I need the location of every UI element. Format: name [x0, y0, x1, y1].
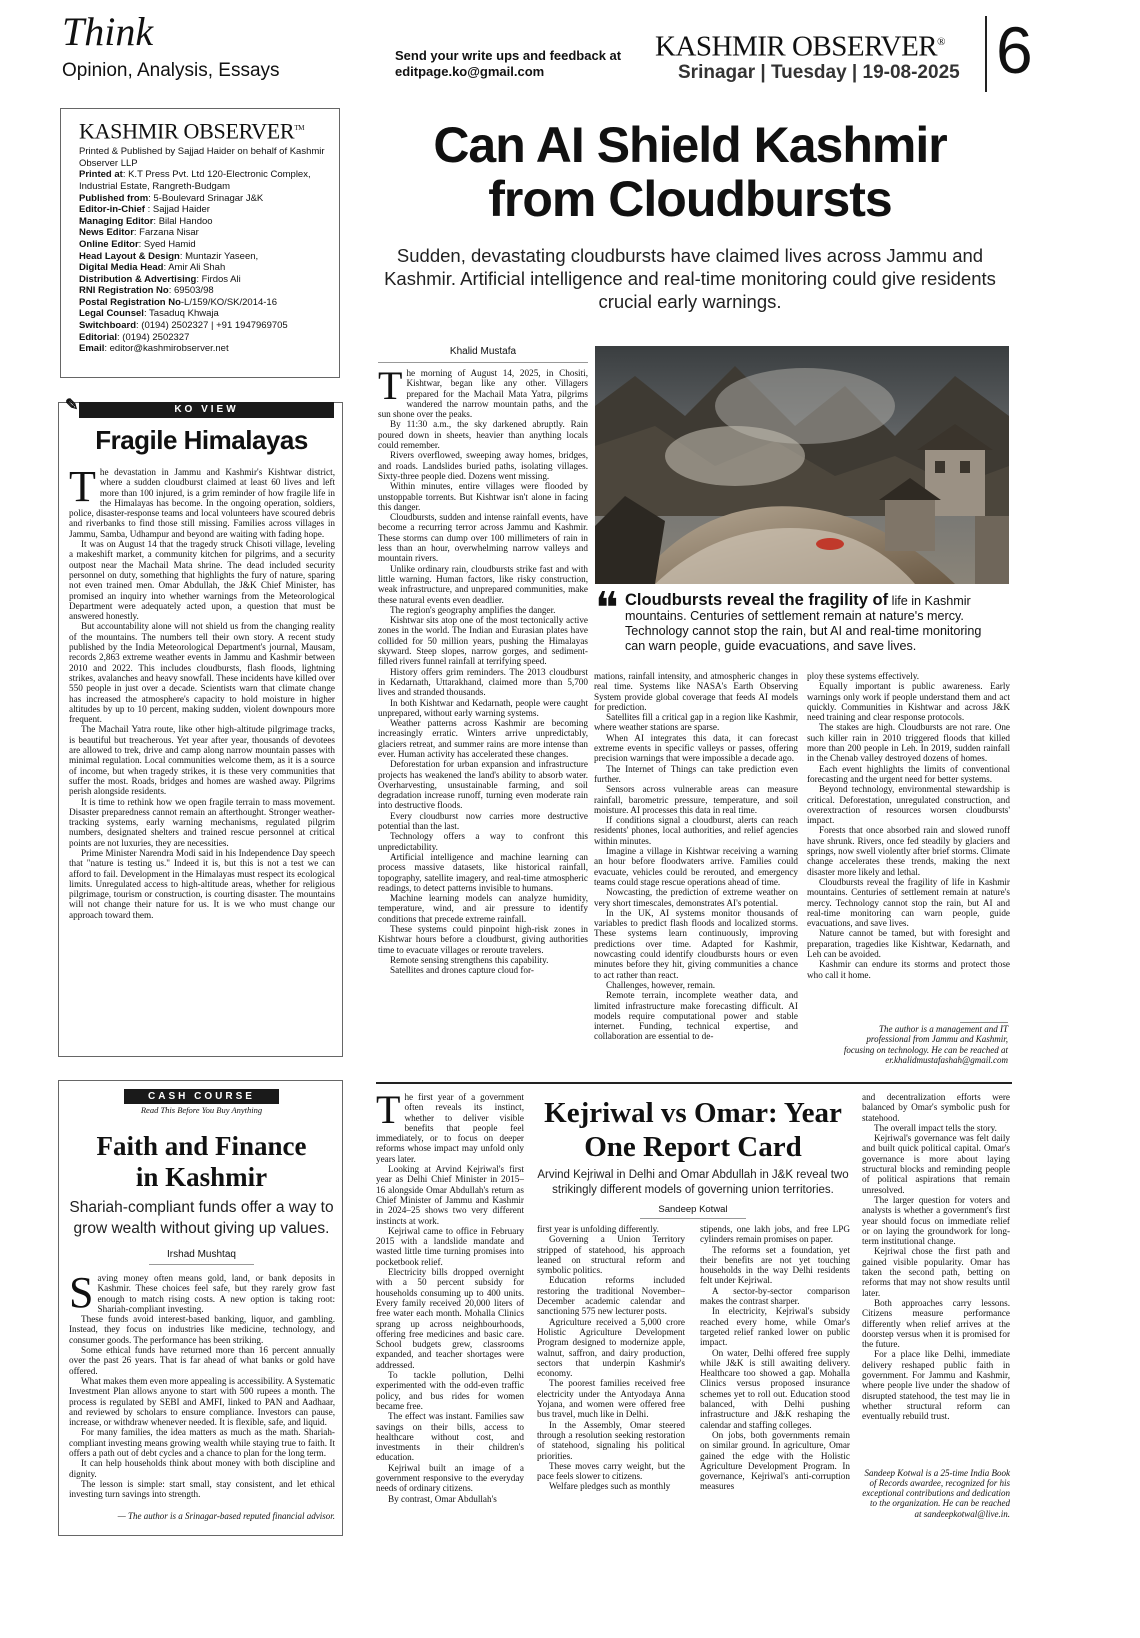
- main-headline-line2: from Cloudbursts: [488, 171, 892, 227]
- ko-view-paragraphs: [69, 467, 335, 920]
- credit-value: : Tasaduq Khwaja: [143, 308, 219, 320]
- paragraph: In electricity, Kejriwal's subsidy reached every home, while Omar's targeted relief ranked lower on public impact.: [700, 1306, 850, 1348]
- dropcap: T: [69, 467, 96, 511]
- paragraph: The poorest families received free electricity under the Antyodaya Anna Yojana, and women were offered free bus travel, much like in Delhi.: [537, 1378, 685, 1420]
- main-col-2: [594, 671, 798, 1071]
- credit-label: Head Layout & Design: [79, 250, 180, 262]
- paragraph: It is time to rethink how we open fragile terrain to mass movement. Disaster preparedness cannot remain an afterthought. Stronger weather-tracking systems, early warning mechanisms, regulated pilgrim numbers, designated shelters and trained rescue personnel at critical points are not luxuries, they are necessities.: [69, 796, 335, 848]
- masthead-box: [60, 108, 340, 378]
- credit-value: : Amir Ali Shah: [163, 262, 226, 274]
- credit-value: : Farzana Nisar: [133, 227, 199, 239]
- paragraph: The reforms set a foundation, yet their benefits are not yet touching households in the way Delhi residents felt under Kejriwal.: [700, 1244, 850, 1286]
- main-standfirst: Sudden, devastating cloudbursts have claimed lives across Jammu and Kashmir. Artificial intelligence and real-time monitoring could give residents crucial early warnings.: [384, 245, 996, 312]
- kejriwal-headline: [535, 1096, 851, 1164]
- paragraph: aving money often means gold, land, or bank deposits in Kashmir. These choices feel safe, but they rarely grow fast enough to match rising costs. A new option is taking root: Shariah-compliant investing.: [97, 1273, 335, 1314]
- paragraph: These moves carry weight, but the pace feels slower to citizens.: [537, 1460, 685, 1482]
- paragraph: Remote terrain, incomplete weather data, and limited infrastructure make forecasting difficult. AI models require computational power and stable internet. Funding, technical expertise, and collaboration are essential to de-: [594, 990, 798, 1042]
- main-col-1: [378, 368, 588, 1063]
- cash-course-byline: Irshad Mushtaq: [167, 1249, 236, 1260]
- credit-label: Legal Counsel: [79, 308, 144, 320]
- paragraph: he first year of a government often reveals its instinct, whether to deliver visible benefits that people feel immediately, or to focus on deeper reforms whose impact may unfold only years later.: [376, 1092, 524, 1164]
- feedback-email[interactable]: editpage.ko@gmail.com: [395, 64, 545, 79]
- masthead-credit-line: [79, 239, 334, 251]
- main-col-1-paragraphs: [378, 368, 588, 976]
- paragraph: Unlike ordinary rain, cloudbursts strike fast and with little warning. Human factors, like risky construction, weak infrastructure, and unprepared communities, make these natural events even deadlier.: [378, 563, 588, 605]
- credit-label: Printed at: [79, 169, 123, 181]
- credit-label: Editorial: [79, 331, 118, 343]
- masthead-credit-line: [79, 297, 334, 309]
- credit-value: : (0194) 2502327 | +91 1947969705: [136, 320, 288, 331]
- paragraph: In the Assembly, Omar steered through a resolution seeking restoration of statehood, signaling his political priorities.: [537, 1419, 685, 1461]
- masthead-credit-line: [79, 251, 334, 263]
- credit-value: : 69503/98: [168, 285, 214, 297]
- paragraph: The region's geography amplifies the danger.: [390, 604, 556, 615]
- paragraph: The Machail Yatra route, like other high-altitude pilgrimage tracks, is beautiful but treacherous. Yet year after year, thousands of devotees are allowed to trek, drive and camp along narrow mountain passes with minimal regulation. Local communities welcome them, as it is a source of income, but when tragedy strikes, it is these very communities that suffer the most. Roads, bridges and homes are washed away. Pilgrims perish alongside residents.: [69, 724, 335, 797]
- paragraph: Both approaches carry lessons. Citizens measure performance differently when relief arrives at the doorstep versus when it is promised for the future.: [862, 1297, 1010, 1350]
- pen-icon: ✎: [65, 397, 82, 414]
- paragraph: Challenges, however, remain.: [606, 979, 716, 990]
- paragraph: Equally important is public awareness. Early warnings only work if people understand them and act quickly. Communities in Kishtwar and across J&K need training and clear response protocols.: [807, 681, 1010, 723]
- paragraph: Machine learning models can analyze humidity, temperature, wind, and air pressure to identify conditions that precede extreme rainfall.: [378, 893, 588, 924]
- paragraph: Prime Minister Narendra Modi said in his Independence Day speech that "nature is testing us." Indeed it is, but this is not a test we can afford to fail. Development in the Himalayas must respect its ecological limits. Unregulated access to high-altitude areas, whether for religious pilgrimage, tourism or construction, is courting disaster. The mountains will not change their nature for us. It is we who must change our approach toward them.: [69, 847, 335, 920]
- pull-quote-text: [597, 593, 997, 654]
- kejriwal-byline: Sandeep Kotwal: [658, 1204, 728, 1215]
- masthead-credit-line: [79, 169, 334, 192]
- header-divider: [985, 16, 987, 92]
- paragraph: Technology offers a way to confront this unpredictability.: [378, 831, 588, 852]
- quote-icon: ❝: [595, 584, 619, 633]
- paragraph: What makes them even more appealing is accessibility. A Systematic Investment Plan allows anyone to start with 500 rupees a month. The process is regulated by SEBI and AMFI, linked to PAN and Aadhaar, and reviewed by scholars to ensure compliance. Investors can pause, increase, or withdraw whenever needed. It is flexible, safe, and liquid.: [69, 1375, 335, 1428]
- kejriwal-headline-line1: Kejriwal vs Omar: Year: [544, 1097, 842, 1129]
- paragraph: Imagine a village in Kishtwar receiving a warning an hour before floodwaters arrive. Families could evacuate, vehicles could be rerouted, and emergency teams could stage rescue operations ahead of time.: [594, 846, 798, 887]
- paragraph: Cloudbursts, sudden and intense rainfall events, have become a recurring terror across Jammu and Kashmir. These storms can dump over 100 millimeters of rain in less than an hour, overwhelming narrow valleys and mountain rivers.: [378, 512, 588, 564]
- paragraph: Education reforms included restoring the traditional November–December academic calendar and sanctioning 575 new lecturer posts.: [537, 1275, 685, 1317]
- main-headline-line1: Can AI Shield Kashmir: [433, 117, 947, 173]
- feedback-line: Send your write ups and feedback at: [395, 48, 622, 63]
- credit-value: : Muntazir Yaseen,: [179, 250, 259, 262]
- paragraph: Kejriwal's governance was felt daily and built quick political capital. Omar's governance is more about laying structural blocks and reminding people of political aspirations that remain unresolved.: [862, 1133, 1010, 1195]
- masthead-name-text: KASHMIR OBSERVER: [79, 118, 295, 144]
- kejriwal-author-note: Sandeep Kotwal is a 25-time India Book of Records awardee, recognized for his exceptional contributions and dedication to the organization. He can be reached at sandeepkotwal@live.in.: [862, 1468, 1010, 1519]
- paragraph: A sector-by-sector comparison makes the contrast sharper.: [700, 1285, 850, 1307]
- credit-label: News Editor: [79, 227, 134, 239]
- kejriwal-headline-line2: One Report Card: [584, 1131, 802, 1163]
- kejriwal-col-0-paragraphs: [376, 1092, 524, 1504]
- masthead-credit-line: [79, 274, 334, 286]
- paragraph: Some ethical funds have returned more than 16 percent annually over the past 26 years. That is far ahead of what banks or gold have offered.: [69, 1345, 335, 1376]
- flood-illustration: [595, 346, 1009, 584]
- cash-course-body: [69, 1273, 335, 1513]
- paragraph: For a place like Delhi, immediate delivery reshaped public faith in government. For Jammu and Kashmir, where people live under the shadow of disrupted statehood, the test may lie in whether structural reform can eventually rebuild trust.: [862, 1349, 1010, 1422]
- cash-course-badge: CASH COURSE: [124, 1089, 279, 1104]
- cash-dropcap: S: [69, 1273, 94, 1317]
- paragraph: he devastation in Jammu and Kashmir's Kishtwar district, where a sudden cloudburst claimed at least 60 lives and left more than 100 injured, is a grim reminder of how fragile life in the Himalayas has become. In the ongoing operation, soldiers, police, disaster-response teams and local volunteers have scoured debris and riverbanks to find those still missing. Families across villages in Jammu, Samba, Udhampur and beyond are waiting with fading hope.: [69, 467, 335, 539]
- paragraph: Satellites fill a critical gap in a region like Kashmir, where weather stations are sparse.: [594, 712, 798, 733]
- credit-value: : K.T Press Pvt. Ltd 120-Electronic Complex, Industrial Estate, Rangreth-Budgam: [79, 169, 311, 193]
- page-number: 6: [996, 13, 1033, 87]
- masthead-credit-line: [79, 216, 334, 228]
- paragraph: Remote sensing strengthens this capability.: [390, 954, 549, 965]
- paragraph: first year is unfolding differently.: [537, 1224, 659, 1234]
- credit-value: : 5-Boulevard Srinagar J&K: [148, 192, 264, 204]
- credit-value: : editor@kashmirobserver.net: [104, 343, 229, 355]
- credit-value: : Sajjad Haider: [144, 204, 210, 216]
- credit-label: Switchboard: [79, 320, 137, 331]
- paragraph: he morning of August 14, 2025, in Chositi, Kishtwar, began like any other. Villagers prepared for the Machail Mata Yatra, pilgrims wandered the narrow mountain paths, and the sun shone over the peaks.: [378, 368, 588, 420]
- cash-course-section: [58, 1080, 343, 1536]
- paper-name: [655, 26, 945, 63]
- author-rule: [960, 1022, 1008, 1023]
- paragraph: By 11:30 a.m., the sky darkened abruptly. Rain poured down in sheets, heavier than anything locals could remember.: [378, 419, 588, 451]
- kejriwal-col-0: [376, 1092, 524, 1528]
- paragraph: The lesson is simple: start small, stay consistent, and let ethical investing turn savings into strength.: [69, 1478, 335, 1500]
- cash-byline-rule: [149, 1264, 254, 1265]
- main-dropcap: T: [378, 368, 403, 408]
- paragraph: stipends, one lakh jobs, and free LPG cylinders remain promises on paper.: [700, 1224, 850, 1245]
- paragraph: mations, rainfall intensity, and atmospheric changes in real time. Systems like NASA's Earth Observing System provide global coverage that feeds AI models for prediction.: [594, 671, 798, 712]
- masthead-credit-line: [79, 262, 334, 274]
- paragraph: Agriculture received a 5,000 crore Holistic Agriculture Development Program designed to modernize apple, walnut, saffron, and dairy production, sectors that underpin Kashmir's economy.: [537, 1316, 685, 1379]
- masthead-credit-line: [79, 193, 334, 205]
- paragraph: History offers grim reminders. The 2013 cloudburst in Kedarnath, Uttarakhand, claimed more than 5,700 lives and stranded thousands.: [378, 666, 588, 698]
- main-col-2-paragraphs: [594, 671, 798, 1042]
- main-headline: [360, 118, 1020, 226]
- credit-label: RNI Registration No: [79, 285, 169, 297]
- paragraph: Kejriwal chose the first path and gained visible popularity. Omar has taken the second path, betting on reforms that may not show results until later.: [862, 1246, 1010, 1298]
- credit-value: : Bilal Handoo: [153, 215, 213, 227]
- credit-label: Digital Media Head: [79, 262, 164, 274]
- ko-view-badge: [65, 397, 334, 418]
- paragraph: The Internet of Things can take prediction even further.: [594, 763, 798, 784]
- masthead-credits: [79, 146, 334, 354]
- credit-label: Postal Registration No: [79, 296, 181, 308]
- section-subtitle: Opinion, Analysis, Essays: [62, 60, 280, 81]
- dateline: Srinagar | Tuesday | 19-08-2025: [678, 62, 960, 83]
- pull-quote-big: Cloudbursts reveal the fragility of: [625, 591, 889, 609]
- masthead-credit-line: [79, 332, 334, 344]
- paragraph: Kejriwal built an image of a government responsive to the everyday needs of ordinary citizens.: [376, 1462, 524, 1494]
- paragraph: Nowcasting, the prediction of extreme weather on very short timescales, demonstrates AI's potential.: [594, 887, 798, 908]
- credit-value: : (0194) 2502327: [117, 331, 190, 343]
- paragraph: To tackle pollution, Delhi experimented with the odd-even traffic policy, and bus rides for women became free.: [376, 1370, 524, 1411]
- kejriwal-dropcap: T: [376, 1092, 401, 1132]
- credit-value: Printed & Published by Sajjad Haider on behalf of Kashmir Observer LLP: [79, 146, 325, 169]
- paragraph: Deforestation for urban expansion and infrastructure projects has weakened the land's ability to absorb water. Overharvesting, unsustainable farming, and soil degradation increase runoff, turning even moderate rain into destructive floods.: [378, 759, 588, 811]
- credit-value: : Firdos Ali: [196, 273, 241, 285]
- paragraph: Artificial intelligence and machine learning can process massive datasets, like historical rainfall, topography, satellite imagery, and real-time atmospheric readings, to detect patterns invisible to humans.: [378, 851, 588, 893]
- paragraph: The larger question for voters and analysts is whether a government's first year should focus on immediate relief or on laying the groundwork for long-term institutional change.: [862, 1194, 1010, 1247]
- main-author-note: The author is a management and IT professional from Jammu and Kashmir, focusing on technology. He can be reached at er.khalidmustafashah@gmail.com: [843, 1024, 1008, 1066]
- paragraph: Nature cannot be tamed, but with foresight and preparation, tragedies like Kishtwar, Kedarnath, and Leh can be avoided.: [807, 928, 1010, 960]
- byline-rule: [378, 362, 588, 363]
- paragraph: Beyond technology, environmental stewardship is critical. Deforestation, unregulated construction, and overextraction of resources worsen cloudbursts' impact.: [807, 784, 1010, 826]
- paragraph: The effect was instant. Families saw savings on their bills, access to healthcare without cost, and investments in their children's education.: [376, 1411, 524, 1463]
- paragraph: Governing a Union Territory stripped of statehood, his approach leaned on structural reform and symbolic politics.: [537, 1234, 685, 1276]
- paragraph: Looking at Arvind Kejriwal's first year as Delhi Chief Minister in 2015–16 alongside Omar Abdullah's return as Chief Minister of Jammu and Kashmir in 2024–25 shows two very different instincts at work.: [376, 1164, 524, 1226]
- paragraph: On water, Delhi offered free supply while J&K is still awaiting delivery. Healthcare too showed a gap. Mohalla Clinics versus proposed insurance schemes yet to roll out. Education stood balanced, with Delhi pushing infrastructure and J&K reshaping the calendar and staffing colleges.: [700, 1347, 850, 1430]
- trademark: TM: [294, 124, 305, 132]
- paragraph: On jobs, both governments remain on similar ground. In agriculture, Omar gained the edge with the Holistic Agriculture Development Program. In governance, Kejriwal's anti-corruption measures: [700, 1429, 850, 1492]
- credit-value: : Syed Hamid: [138, 238, 196, 250]
- paragraph: It can help households think about money with both discipline and dignity.: [69, 1458, 335, 1479]
- paper-name-text: KASHMIR OBSERVER: [655, 30, 938, 63]
- paragraph: The stakes are high. Cloudbursts are not rare. One such killer rain in 2010 triggered floods that killed more than 200 people in Leh. In 2019, sudden rainfall in the Chenab valley destroyed dozens of homes.: [807, 722, 1010, 764]
- paragraph: Weather patterns across Kashmir are becoming increasingly erratic. Winters arrive unpredictably, glaciers retreat, and summer rains are more intense than ever. Human activity has accelerated these changes.: [378, 718, 588, 759]
- paragraph: Each event highlights the limits of conventional forecasting and the urgent need for better systems.: [807, 763, 1010, 784]
- main-byline: Khalid Mustafa: [449, 346, 517, 357]
- paragraph: Satellites and drones capture cloud for-: [390, 965, 534, 976]
- kejriwal-col-2-paragraphs: [700, 1224, 850, 1492]
- masthead-credit-line: [79, 320, 334, 332]
- registered-mark: ®: [937, 36, 946, 48]
- paragraph: In both Kishtwar and Kedarnath, people were caught unprepared, without early warning systems.: [378, 697, 588, 718]
- paragraph: In the UK, AI systems monitor thousands of variables to predict flash floods and localized storms. These systems learn continuously, improving predictions over time. Adapted for Kashmir, nowcasting could identify cloudbursts hours or even minutes before they hit, giving communities a chance to act rather than react.: [594, 907, 798, 980]
- paragraph: When AI integrates this data, it can forecast extreme events in specific valleys or passes, offering precision warnings that were impossible a decade ago.: [594, 732, 798, 764]
- ko-view-section: [58, 397, 343, 1057]
- paragraph: and decentralization efforts were balanced by Omar's symbolic push for statehood.: [862, 1092, 1010, 1123]
- credit-label: Editor-in-Chief: [79, 204, 145, 216]
- credit-label: Published from: [79, 192, 149, 204]
- paragraph: But accountability alone will not shield us from the changing reality of the mountains. The numbers tell their own story. A recent study published by the India Meteorological Department's journal, Mausam, records 2,863 extreme weather events in Jammu and Kashmir between 2010 and 2022. This includes cloudbursts, flash floods, lightning strikes, avalanches and heavy snowfall. These incidents have killed over 550 people in just over a decade. Scientists warn that climate change has increased the atmosphere's capacity to hold moisture in higher altitudes by up to 10 percent, making sudden, violent downpours more frequent.: [69, 621, 335, 725]
- masthead-credit-line: [79, 285, 334, 297]
- paragraph: Rivers overflowed, sweeping away homes, bridges, and roads. Landslides buried paths, isolating villages. Sixty-three people died. Dozens went missing.: [378, 450, 588, 481]
- kejriwal-byline-rule: [640, 1218, 746, 1219]
- kejriwal-col-3: [862, 1092, 1010, 1464]
- main-col-3: [807, 671, 1010, 1001]
- paragraph: Every cloudburst now carries more destructive potential than the last.: [378, 810, 588, 832]
- kejriwal-col-3-paragraphs: [862, 1092, 1010, 1422]
- kejriwal-col-2: [700, 1224, 850, 1528]
- kejriwal-standfirst: Arvind Kejriwal in Delhi and Omar Abdullah in J&K reveal two strikingly different models of governing union territories.: [537, 1169, 849, 1196]
- paragraph: By contrast, Omar Abdullah's: [388, 1493, 497, 1504]
- paragraph: Kejriwal came to office in February 2015 with a landslide mandate and wasted little time turning promises into pocketbook relief.: [376, 1225, 524, 1267]
- cash-course-paragraphs: [69, 1273, 335, 1500]
- kejriwal-col-1-paragraphs: [537, 1224, 685, 1492]
- credit-label: Online Editor: [79, 238, 139, 250]
- main-col-3-paragraphs: [807, 671, 1010, 980]
- masthead-credit-line: [79, 146, 334, 169]
- paragraph: It was on August 14 that the tragedy struck Chisoti village, leveling a makeshift market, a community kitchen for pilgrims, and a security outpost near the Machail Mata shrine. The dead included security personnel on duty, something that highlights the fury of nature, sparing not even trained men. Omar Abdullah, the J&K Chief Minister, has promised an inquiry into whether warnings from the Meteorological Department were adequately acted upon, a question that must be answered honestly.: [69, 539, 335, 622]
- cash-title-line1: Faith and Finance: [96, 1131, 307, 1161]
- masthead-credit-line[interactable]: [79, 343, 334, 355]
- masthead-name: [79, 115, 339, 144]
- cloudburst-flood-photo: [595, 346, 1009, 584]
- paragraph: Electricity bills dropped overnight with a 50 percent subsidy for households consuming up to 400 units. Every family received 20,000 liters of free water each month. Mohalla Clinics sprang up across neighbourhoods, offering free medicines and basic care. School budgets grew, classrooms expanded, and teacher shortages were addressed.: [376, 1267, 524, 1370]
- credit-value: -L/159/KO/SK/2014-16: [180, 296, 277, 308]
- credit-label: Distribution & Advertising: [79, 273, 197, 285]
- paragraph: Cloudbursts reveal the fragility of life in Kashmir mountains. Centuries of settlement remain at nature's mercy. Technology cannot stop the rain, but AI and real-time monitoring can warn people, guide evacuations, and save lives.: [807, 876, 1010, 929]
- credit-label: Managing Editor: [79, 215, 154, 227]
- pull-quote-small: life in Kashmir mountains. Centuries of settlement remain at nature's mercy. Technology cannot stop the rain, but AI and real-time monitoring can warn people, guide evacuations, and save lives.: [625, 594, 982, 653]
- section-divider: [376, 1082, 1012, 1084]
- paragraph: These systems could pinpoint high-risk zones in Kishtwar hours before a cloudburst, giving authorities time to evacuate villages or reroute travelers.: [378, 924, 588, 955]
- cash-course-standfirst: Shariah-compliant funds offer a way to grow wealth without giving up values.: [69, 1199, 334, 1237]
- paragraph: Within minutes, entire villages were flooded by unstoppable torrents. But Kishtwar isn't alone in facing this danger.: [378, 481, 588, 512]
- paragraph: Kishtwar sits atop one of the most tectonically active zones in the world. The Indian and Eurasian plates have collided for 50 million years, pushing the Himalayas skyward. Steep slopes, narrow gorges, and sediment-filled rivers funnel rainfall at terrifying speed.: [378, 615, 588, 667]
- ko-view-title: Fragile Himalayas: [95, 425, 308, 455]
- kejriwal-col-1: [537, 1224, 685, 1528]
- paragraph: For many families, the idea matters as much as the math. Shariah-compliant investing means growing wealth while staying true to faith. It offers a path out of debt cycles and a chance to plan for the long term.: [69, 1427, 335, 1459]
- credit-label: Email: [79, 343, 105, 355]
- pull-quote: [595, 584, 997, 654]
- paragraph: If conditions signal a cloudburst, alerts can reach residents' phones, local authorities, and relief agencies within minutes.: [594, 815, 798, 846]
- cash-course-tagline: Read This Before You Buy Anything: [140, 1105, 263, 1115]
- masthead-credit-line: [79, 308, 334, 320]
- ko-view-body: [69, 467, 335, 1057]
- section-title: Think: [62, 9, 154, 54]
- paragraph: Forests that once absorbed rain and slowed runoff have shrunk. Rivers, once fed steadily by glaciers and springs, now swell violently after brief storms. Climate change accelerates these trends, making the next disaster more likely and lethal.: [807, 825, 1010, 877]
- paragraph: These funds avoid interest-based banking, liquor, and gambling. Instead, they focus on industries like medicine, technology, and consumer goods. The performance has been striking.: [69, 1314, 335, 1345]
- cash-author-note: — The author is a Srinagar-based reputed financial advisor.: [117, 1511, 335, 1521]
- paragraph: Sensors across vulnerable areas can measure rainfall, barometric pressure, temperature, and soil moisture. AI processes this data in real time.: [594, 784, 798, 815]
- paragraph: Welfare pledges such as monthly: [549, 1481, 671, 1492]
- cash-title-line2: in Kashmir: [135, 1162, 268, 1192]
- paragraph: The overall impact tells the story.: [874, 1122, 997, 1133]
- paragraph: ploy these systems effectively.: [807, 671, 920, 681]
- paragraph: Kashmir can endure its storms and protect those who call it home.: [807, 959, 1010, 980]
- masthead-credit-line: [79, 204, 334, 216]
- masthead-credit-line: [79, 227, 334, 239]
- cash-course-title: [59, 1131, 344, 1193]
- ko-view-label: KO VIEW: [174, 404, 239, 415]
